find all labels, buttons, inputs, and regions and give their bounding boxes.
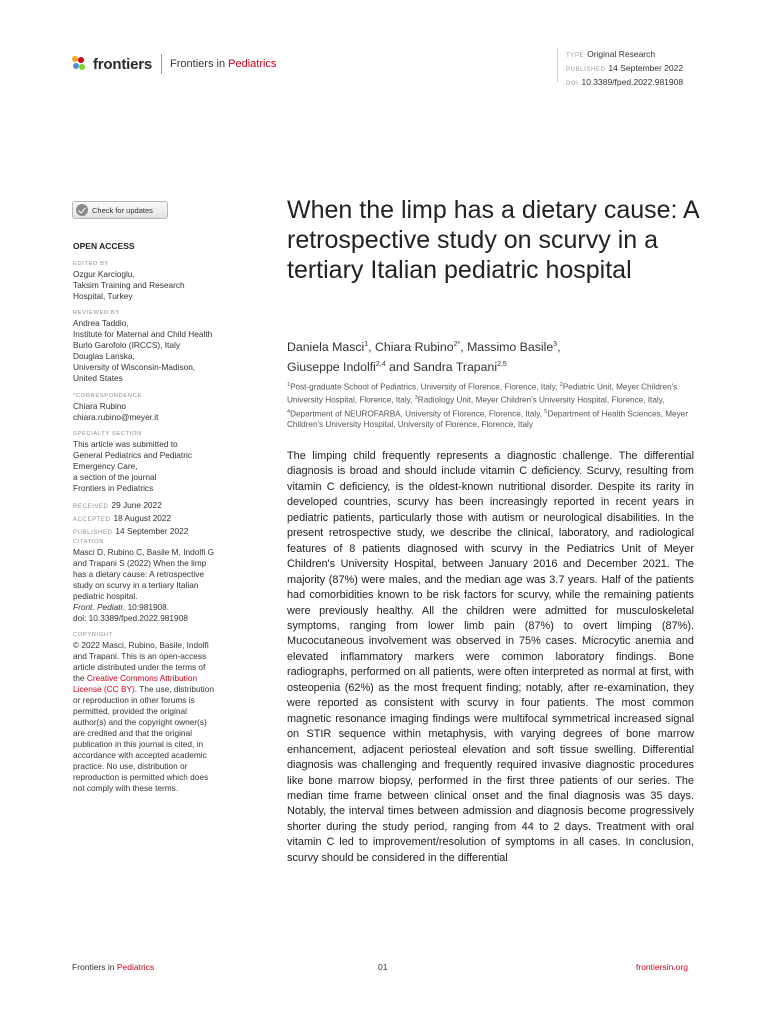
edited-by-label: EDITED BY [73, 261, 110, 267]
received-date: RECEIVED 29 June 2022 [73, 500, 162, 510]
logo-divider [161, 54, 162, 74]
frontiers-logo-icon [72, 56, 89, 73]
author-name[interactable]: Massimo Basile [467, 340, 554, 355]
author-separator: , [368, 340, 375, 355]
author-name[interactable]: Chiara Rubino [374, 340, 454, 355]
copyright-label: COPYRIGHT [73, 632, 113, 638]
check-circle-icon [76, 204, 88, 216]
copyright-text: © 2022 Masci, Rubino, Basile, Indolfi and Trapani. This is an open-access article distributed under the terms of the Creative Commons Attribution License (CC BY). The use, distribution or reproduction in other forums is permitted, provided the original author(s) and the copyright owner(s) are credited and that the original publication in this journal is cited, in accordance with accepted academic practice. No use, distribution or reproduction is permitted which does not comply with these terms. [73, 640, 214, 793]
affiliation-text: Radiology Unit, Meyer Children's University Hospital, Florence, Italy, [417, 396, 665, 406]
author-affiliation-marker: 2,4 [375, 361, 386, 369]
affiliation-marker: 1 [287, 382, 291, 388]
cc-license-link[interactable]: Creative Commons Attribution License (CC BY) [73, 673, 198, 694]
affiliation-marker: 3 [414, 395, 418, 402]
open-access-label: OPEN ACCESS [73, 241, 135, 251]
affiliation-marker: 5 [544, 408, 548, 415]
reviewed-by-label: REVIEWED BY [73, 310, 120, 316]
affiliation-text: Department of NEUROFARBA, University of Florence, Florence, Italy, [290, 409, 545, 419]
author-list [287, 336, 697, 376]
affiliation-marker: 4 [287, 408, 291, 415]
author-name[interactable]: Daniela Masci [287, 340, 365, 355]
affiliation-text: Pediatric Unit, Meyer Children's University Hospital, Florence, Italy, [287, 382, 678, 406]
specialty-label: SPECIALTY SECTION [73, 431, 142, 437]
affiliation-text: Post-graduate School of Pediatrics, University of Florence, Florence, Italy, [290, 382, 560, 392]
abstract-text: The limping child frequently represents a diagnostic challenge. The differential diagnosis is broad and should include vitamin C deficiency. Scurvy, resulting from vitamin C deficiency, is the oldest-known nutritional disorder. Despite its rarity in developed countries, scurvy has been increasingly reported in recent years in pediatric patients, particularly those with autism or neurological disabilities. In the present retrospective study, we describe the clinical, laboratory, and radiological features of 8 patients diagnosed with scurvy in the Pediatrics Unit of Meyer Children's University Hospital, between January 2016 and December 2021. The majority (87%) were males, and the median age was 3.7 years. Half of the patients had comorbidities known to be risk factors for scurvy, while the remaining patients were previously healthy. All the children were admitted for musculoskeletal symptoms, ranging from lower limb pain (87%) to overt limping (87%). Mucocutaneous involvement was observed in 75% cases. Microcytic anemia and elevated inflammatory markers were common laboratory findings. Bone radiographs, performed on all patients, were often interpreted as normal at first, with osteopenia (62%) as the most frequent finding; notably, after re-examination, they were reported as consistent with scurvy in four patients. The most common magnetic resonance imaging findings were multifocal symmetrical increased signal on STIR sequence within metaphysis, with varying degrees of bone marrow enhancement, adjacent periosteal elevation and soft tissue swelling. Differential diagnosis was challenging and frequently required invasive diagnostic procedures like bone marrow biopsy, performed in the first three patients of our series. The median time frame between clinical onset and the final diagnosis was 35 days. Notably, the interval times between admission and diagnosis become progressively shorter during the study period, ranging from 44 to 2 days. Treatment with oral vitamin C led to improvement/resolution of symptoms in all cases. In conclusion, scurvy should be considered in the differential [287, 450, 694, 864]
correspondence-label: *CORRESPONDENCE [73, 393, 142, 399]
reviewed-by-section [73, 309, 233, 384]
article-type: TYPE Original Research [566, 49, 656, 59]
citation-doi[interactable]: doi: 10.3389/fped.2022.981908 [73, 613, 188, 623]
footer-site-link[interactable]: frontiersin.org [636, 962, 688, 972]
author-affiliation-marker: 3 [553, 341, 558, 348]
affiliations [287, 380, 695, 431]
citation-journal: Front. Pediatr. 10:981908. [73, 602, 170, 612]
citation-text: Masci D, Rubino C, Basile M, Indolfi G and Trapani S (2022) When the limp has a dietary cause: A retrospective study on scurvy in a tertiary Italian pediatric hospital. [73, 547, 215, 601]
author-name[interactable]: Sandra Trapani [412, 360, 498, 375]
author-separator: , [460, 340, 468, 355]
check-for-updates-label: Check for updates [92, 205, 153, 215]
correspondence-value[interactable]: Chiara Rubino chiara.rubino@meyer.it [73, 401, 159, 422]
meta-divider [557, 48, 558, 82]
citation-label: CITATION [73, 539, 104, 545]
author-affiliation-marker: 1 [364, 341, 369, 348]
specialty-section [73, 430, 233, 494]
published-date: PUBLISHED 14 September 2022 [73, 526, 189, 536]
edited-by-section [73, 260, 233, 302]
author-name[interactable]: Giuseppe Indolfi [287, 360, 376, 375]
accepted-date: ACCEPTED 18 August 2022 [73, 513, 172, 523]
author-affiliation-marker: 2,5 [497, 361, 507, 369]
edited-by-value: Ozgur Karcioglu, Taksim Training and Research Hospital, Turkey [73, 269, 185, 301]
page-number: 01 [378, 962, 388, 972]
affiliation-text: Department of Health Sciences, Meyer Children's University Hospital, University of Florence, Florence, Italy [287, 409, 688, 429]
article-doi: DOI 10.3389/fped.2022.981908 [566, 77, 684, 87]
author-separator: and [385, 360, 413, 375]
dates-section [73, 500, 233, 539]
check-for-updates-button[interactable] [72, 201, 168, 219]
brand-name: frontiers [93, 55, 153, 73]
journal-name[interactable]: Frontiers in Pediatrics [170, 58, 277, 70]
citation-section [73, 538, 233, 624]
footer-journal[interactable]: Frontiers in Pediatrics [72, 962, 155, 972]
frontiers-logo[interactable] [72, 54, 276, 74]
author-affiliation-marker: 2* [453, 341, 461, 348]
affiliation-marker: 2 [559, 382, 563, 388]
author-separator: , [557, 340, 561, 355]
correspondence-section [73, 392, 233, 423]
article-title: When the limp has a dietary cause: A retrospective study on scurvy in a tertiary Italian pediatric hospital [287, 196, 699, 284]
specialty-value: This article was submitted to General Pediatrics and Pediatric Emergency Care, a section of the journal Frontiers in Pediatrics [73, 439, 192, 493]
reviewed-by-value: Andrea Taddio, Institute for Maternal and Child Health Burlo Garofolo (IRCCS), Italy Douglas Lanska, University of Wisconsin-Madison, United States [73, 318, 213, 383]
copyright-section [73, 631, 233, 794]
article-meta [566, 48, 683, 90]
article-published: PUBLISHED 14 September 2022 [566, 63, 684, 73]
